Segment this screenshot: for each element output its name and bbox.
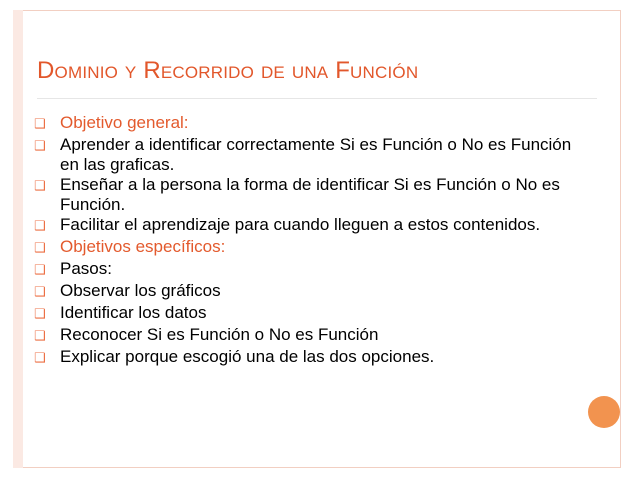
bullet-text: Enseñar a la persona la forma de identificar Si es Función o No es Función.: [60, 175, 560, 214]
bullet-item: [34, 347, 584, 369]
bullet-text: Objetivos específicos:: [60, 237, 226, 256]
bullet-text: Objetivo general:: [60, 113, 189, 132]
slide-title: Dominio y Recorrido de una Función: [37, 57, 419, 84]
checkbox-bullet-icon: ❑: [34, 139, 46, 154]
bullet-item: [34, 303, 584, 325]
checkbox-bullet-icon: ❑: [34, 241, 46, 256]
bullet-text: Identificar los datos: [60, 303, 207, 322]
bullet-text: Reconocer Si es Función o No es Función: [60, 325, 379, 344]
decorative-orange-dot: [588, 396, 620, 428]
bullet-item: [34, 237, 584, 259]
bullet-item: [34, 325, 584, 347]
left-accent-strip: [13, 10, 23, 468]
bullet-item: [34, 281, 584, 303]
checkbox-bullet-icon: ❑: [34, 329, 46, 344]
checkbox-bullet-icon: ❑: [34, 117, 46, 132]
bullet-item: [34, 135, 584, 175]
checkbox-bullet-icon: ❑: [34, 307, 46, 322]
bullet-item: [34, 113, 584, 135]
checkbox-bullet-icon: ❑: [34, 351, 46, 366]
bullet-text: Explicar porque escogió una de las dos opciones.: [60, 347, 435, 366]
bullet-item: [34, 175, 584, 215]
checkbox-bullet-icon: ❑: [34, 285, 46, 300]
checkbox-bullet-icon: ❑: [34, 219, 46, 234]
bullet-text: Pasos:: [60, 259, 112, 278]
title-divider: [37, 98, 597, 99]
checkbox-bullet-icon: ❑: [34, 179, 46, 194]
bullet-item: [34, 259, 584, 281]
bullet-text: Aprender a identificar correctamente Si es Función o No es Función en las graficas.: [60, 135, 572, 174]
bullet-text: Facilitar el aprendizaje para cuando lleguen a estos contenidos.: [60, 215, 541, 234]
bullet-item: [34, 215, 584, 237]
checkbox-bullet-icon: ❑: [34, 263, 46, 278]
bullet-list: [34, 113, 584, 369]
bullet-text: Observar los gráficos: [60, 281, 221, 300]
